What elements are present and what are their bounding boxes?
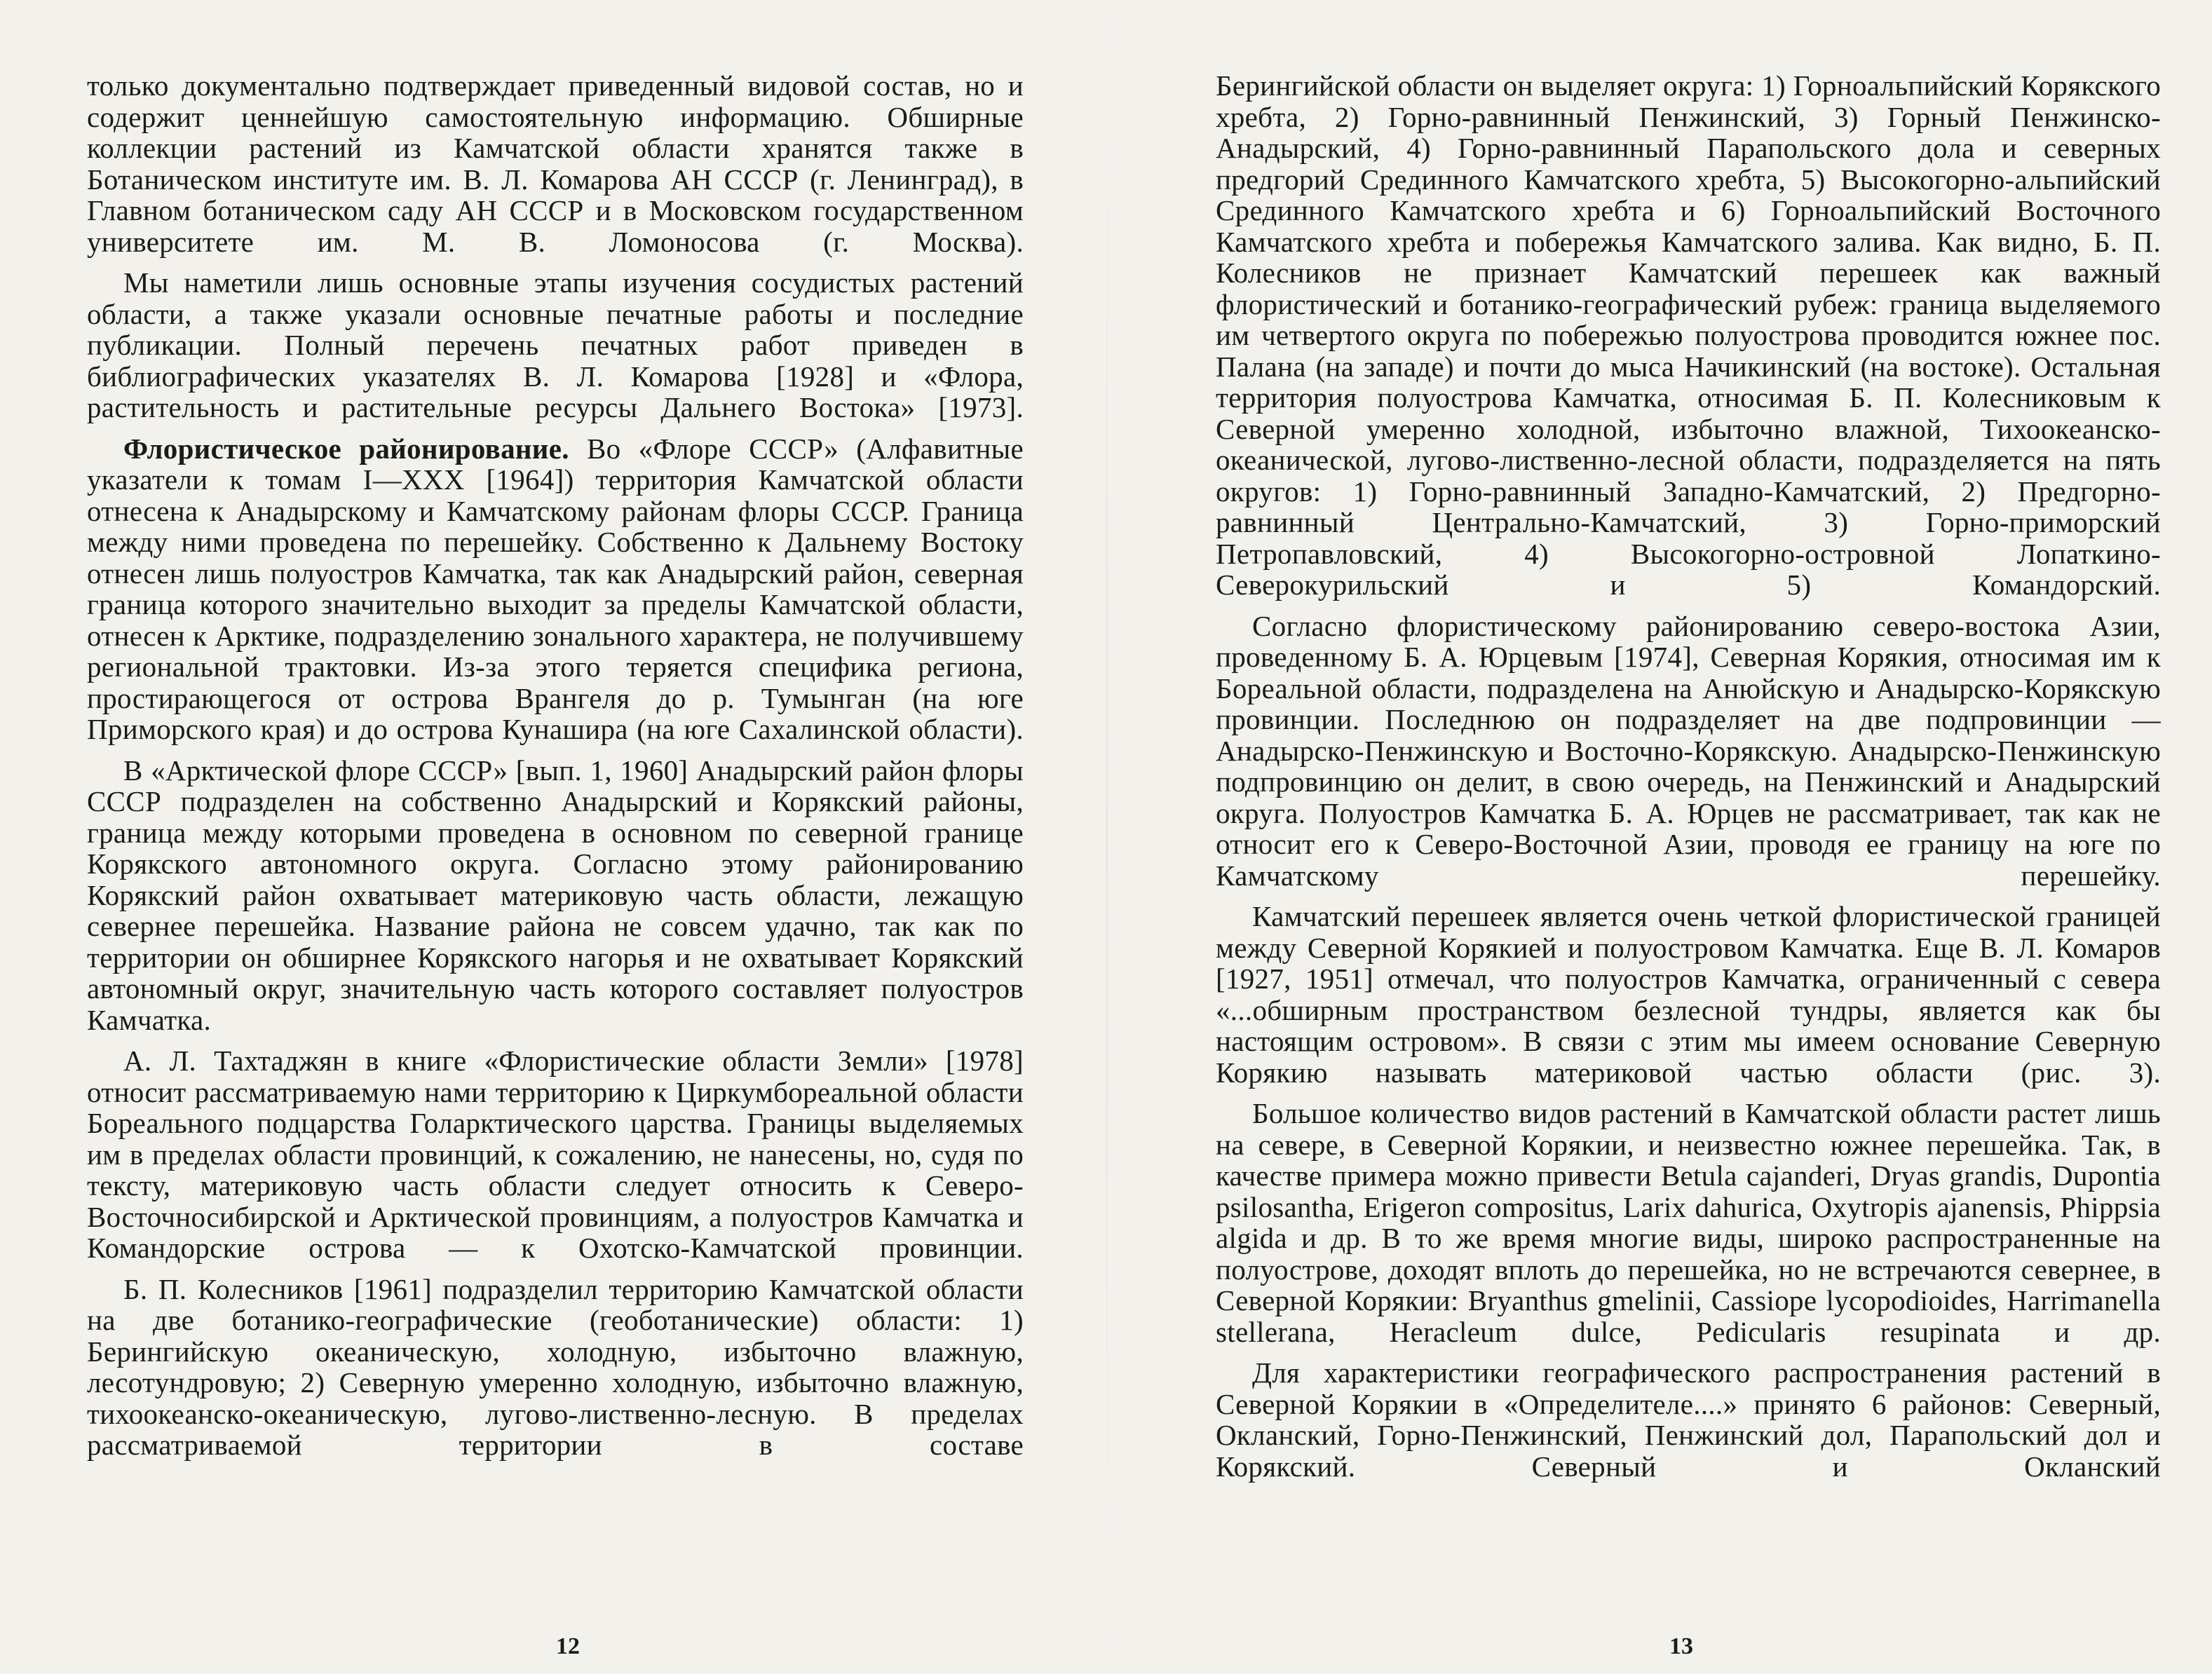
paragraph-with-heading [87, 433, 1024, 745]
paragraph-text: Во «Флоре СССР» (Алфавитные указатели к томам I—XXX [1964]) территория Камчатской области отнесена к Анадырскому и Камчатскому районам флоры СССР. Граница между ними проведена по перешейку. Собственно к Дальнему Востоку отнесен лишь полуостров Камчатка, так как Анадырский район, северная граница которого значительно выходит за пределы Камчатской области, отнесен к Арктике, подразделению зонального характера, не получившему региональной трактовки. Из-за этого теряется специфика региона, простирающегося от острова Врангеля до р. Тумынган (на юге Приморского края) и до острова Кунашира (на юге Сахалинской области). [87, 432, 1024, 745]
paragraph: Для характеристики географического распространения растений в Северной Корякии в «Определителе....» принято 6 районов: Северный, Окланский, Горно-Пенжинский, Пенжинский дол, Парапольский дол и Корякский. Северный и Окланский [1216, 1356, 2161, 1483]
paragraph: Большое количество видов растений в Камчатской области растет лишь на севере, в Северной Корякии, и неизвестно южнее перешейка. Так, в качестве примера можно привести Betula cajanderi, Dryas grandis, Dupontia psilosantha, Erigeron compositus, Larix dahurica, Oxytropis ajanensis, Phippsia algida и др. В то же время многие виды, широко распространенные на полуострове, доходят вплоть до перешейка, но не встречаются севернее, в Северной Корякии: Bryanthus gmelinii, Cassiope lycopodioides, Harrimanella stellerana, Heracleum dulce, Pedicularis resupinata и др. [1216, 1097, 2161, 1348]
paragraph: В «Арктической флоре СССР» [вып. 1, 1960] Анадырский район флоры СССР подразделен на собственно Анадырский и Корякский районы, граница между которыми проведена в основном по северной границе Корякского автономного округа. Согласно этому районированию Корякский район охватывает материковую часть области, лежащую севернее перешейка. Название района не совсем удачно, так как по территории он обширнее Корякского нагорья и не охватывает Корякский автономный округ, значительную часть которого составляет полуостров Камчатка. [87, 754, 1024, 1036]
paragraph: только документально подтверждает приведенный видовой состав, но и содержит ценнейшую самостоятельную информацию. Обширные коллекции растений из Камчатской области хранятся также в Ботаническом институте им. В. Л. Комарова АН СССР (г. Ленинград), в Главном ботаническом саду АН СССР и в Московском государственном университете им. М. В. Ломоносова (г. Москва). [87, 69, 1024, 258]
left-page-text [87, 70, 1024, 1461]
paragraph: Берингийской области он выделяет округа: 1) Горноальпийский Корякского хребта, 2) Горно-равнинный Пенжинский, 3) Горный Пенжинско-Анадырский, 4) Горно-равнинный Парапольского дола и северных предгорий Срединного Камчатского хребта, 5) Высокогорно-альпийский Срединного Камчатского хребта и 6) Горноальпийский Восточного Камчатского хребта и побережья Камчатского залива. Как видно, Б. П. Колесников не признает Камчатский перешеек как важный флористический и ботанико-географический рубеж: граница выделяемого им четвертого округа по побережью полуострова проводится южнее пос. Палана (на западе) и почти до мыса Начикинский (на востоке). Остальная территория полуострова Камчатка, относимая Б. П. Колесниковым к Северной умеренно холодной, избыточно влажной, Тихоокеанско-океанической, лугово-лиственно-лесной области, подразделяется на пять округов: 1) Горно-равнинный Западно-Камчатский, 2) Предгорно-равнинный Центрально-Камчатский, 3) Горно-приморский Петропавловский, 4) Высокогорно-островной Лопаткино-Северокурильский и 5) Командорский. [1216, 69, 2161, 601]
right-page [1106, 0, 2212, 1674]
right-page-text [1216, 70, 2161, 1482]
section-heading: Флористическое районирование. [123, 432, 569, 465]
paragraph: Мы наметили лишь основные этапы изучения сосудистых растений области, а также указали основные печатные работы и последние публикации. Полный перечень печатных работ приведен в библиографических указателях В. Л. Комарова [1928] и «Флора, растительность и растительные ресурсы Дальнего Востока» [1973]. [87, 266, 1024, 423]
page-number: 12 [556, 1633, 580, 1659]
paragraph: Камчатский перешеек является очень четкой флористической границей между Северной Корякией и полуостровом Камчатка. Еще В. Л. Комаров [1927, 1951] отмечал, что полуостров Камчатка, ограниченный с севера «...обширным пространством безлесной тундры, является как бы настоящим островом». В связи с этим мы имеем основание Северную Корякию называть материковой частью области (рис. 3). [1216, 900, 2161, 1089]
paragraph: А. Л. Тахтаджян в книге «Флористические области Земли» [1978] относит рассматриваемую нами территорию к Циркумбореальной области Бореального подцарства Голарктического царства. Границы выделяемых им в пределах области провинций, к сожалению, не нанесены, но, судя по тексту, материковую часть области следует относить к Северо-Восточносибирской и Арктической провинциям, а полуостров Камчатка и Командорские острова — к Охотско-Камчатской провинции. [87, 1044, 1024, 1264]
page-number: 13 [1669, 1633, 1693, 1659]
paragraph: Согласно флористическому районированию северо-востока Азии, проведенному Б. А. Юрцевым [1974], Северная Корякия, относимая им к Бореальной области, подразделена на Анюйскую и Анадырско-Корякскую провинции. Последнюю он подразделяет на две подпровинции — Анадырско-Пенжинскую и Восточно-Корякскую. Анадырско-Пенжинскую подпровинцию он делит, в свою очередь, на Пенжинский и Анадырский округа. Полуостров Камчатка Б. А. Юрцев не рассматривает, так как не относит его к Северо-Восточной Азии, проводя ее границу на юге по Камчатскому перешейку. [1216, 609, 2161, 892]
paragraph: Б. П. Колесников [1961] подразделил территорию Камчатской области на две ботанико-географические (геоботанические) области: 1) Берингийскую океаническую, холодную, избыточно влажную, лесотундровую; 2) Северную умеренно холодную, избыточно влажную, тихоокеанско-океаническую, лугово-лиственно-лесную. В пределах рассматриваемой территории в составе [87, 1272, 1024, 1461]
